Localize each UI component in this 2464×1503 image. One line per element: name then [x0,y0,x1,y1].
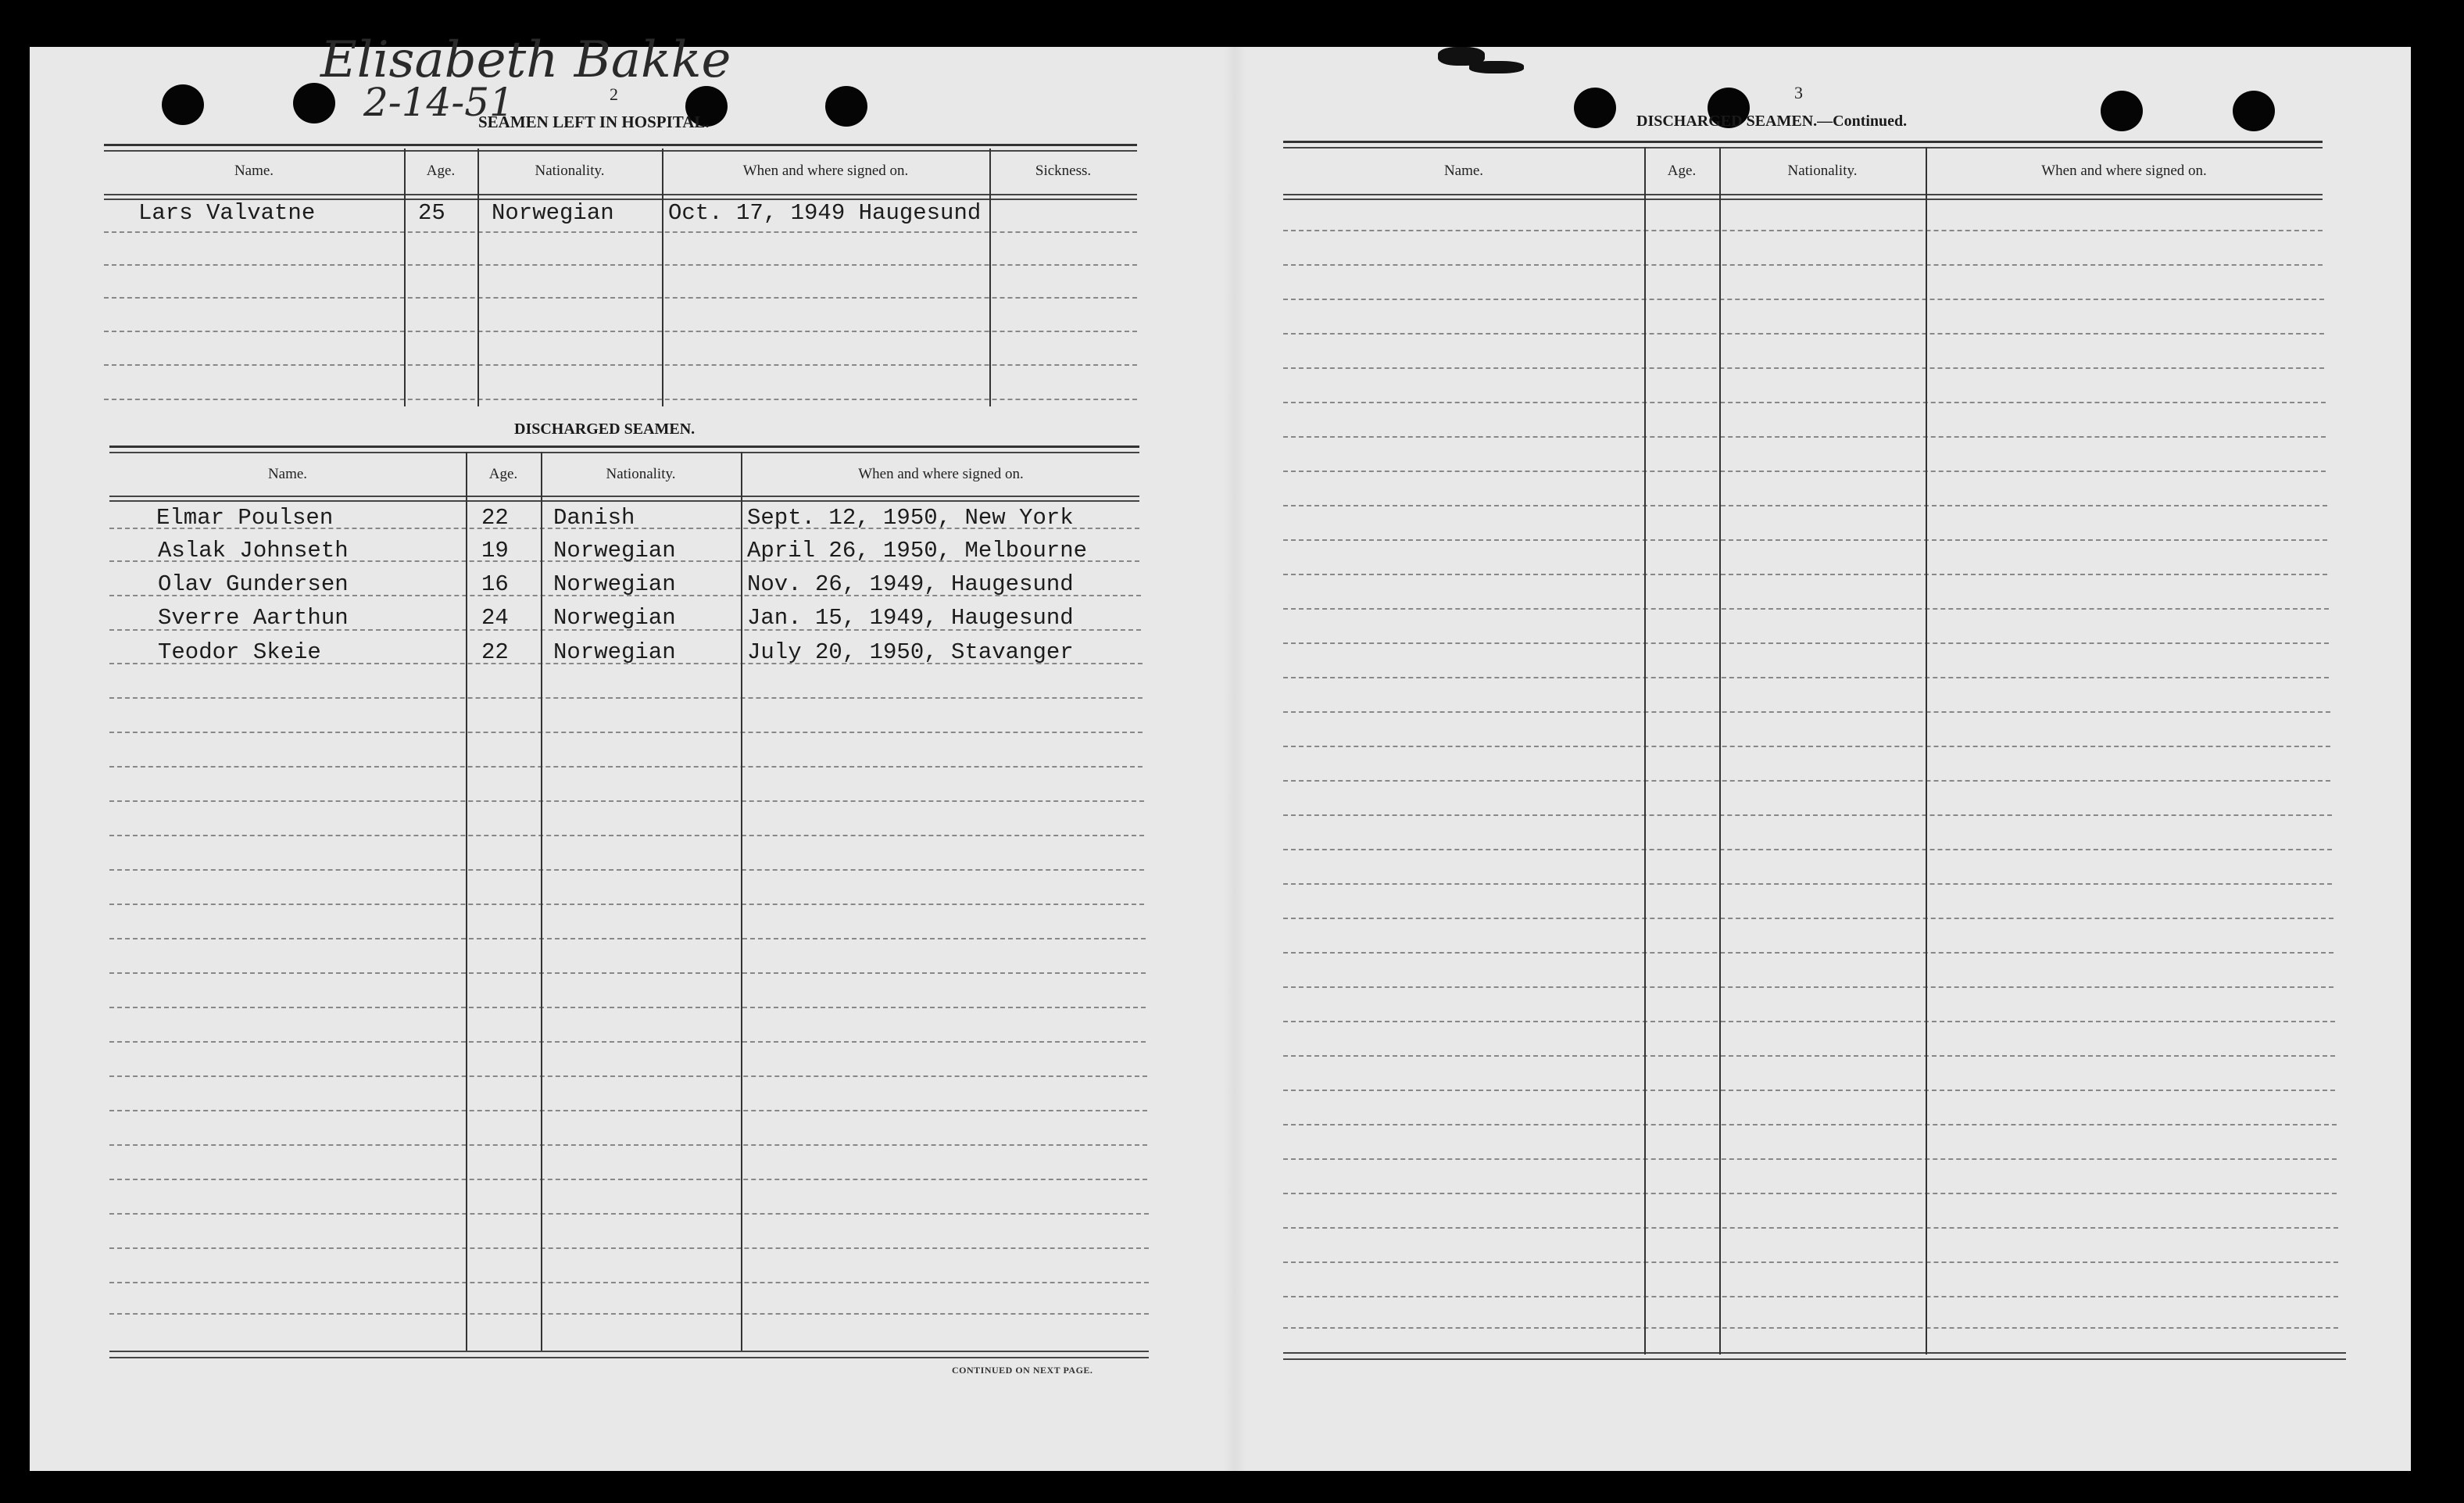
section-title-hospital: SEAMEN LEFT IN HOSPITAL. [478,113,710,131]
discharged-table [109,444,1149,1358]
punch-hole [2233,91,2275,131]
page-number: 2 [610,84,618,104]
discharged-row-nationality: Norwegian [553,639,676,665]
discharged-row-signed-on: Nov. 26, 1949, Haugesund [747,571,1074,597]
discharged-row-name: Olav Gundersen [158,571,349,597]
discharged-row-age: 24 [481,605,509,631]
page-fold [1224,47,1246,1471]
discharged-row-nationality: Norwegian [553,538,676,564]
header-sickness: Sickness. [1035,163,1092,179]
hospital-row-age: 25 [418,200,445,226]
discharged-row-nationality: Danish [553,505,635,531]
header-age: Age. [1667,163,1697,179]
punch-hole [2101,91,2143,131]
handwritten-name: Elisabeth Bakke [320,31,731,89]
header-nationality: Nationality. [1787,163,1858,179]
hospital-row-name: Lars Valvatne [138,200,316,226]
discharged-row-age: 22 [481,505,509,531]
discharged-row-signed-on: April 26, 1950, Melbourne [747,538,1088,564]
header-when-where: When and where signed on. [742,163,909,179]
header-nationality: Nationality. [535,163,605,179]
punch-hole [162,84,204,125]
header-name: Name. [267,466,308,482]
hospital-table [104,141,1137,406]
header-nationality: Nationality. [606,466,676,482]
discharged-row-nationality: Norwegian [553,605,676,631]
discharged-row-signed-on: Sept. 12, 1950, New York [747,505,1074,531]
header-when-where: When and where signed on. [2041,163,2207,179]
handwritten-date: 2-14-51 [363,80,514,125]
discharged-row-age: 22 [481,639,509,665]
continued-footnote: CONTINUED ON NEXT PAGE. [952,1365,1093,1376]
header-name: Name. [234,163,274,179]
discharged-row-signed-on: Jan. 15, 1949, Haugesund [747,605,1074,631]
discharged-row-name: Sverre Aarthun [158,605,349,631]
hospital-row-signed-on: Oct. 17, 1949 Haugesund [668,200,982,226]
discharged-row-age: 16 [481,571,509,597]
discharged-row-nationality: Norwegian [553,571,676,597]
discharged-row-name: Elmar Poulsen [156,505,334,531]
discharged-row-signed-on: July 20, 1950, Stavanger [747,639,1074,665]
header-name: Name. [1443,163,1484,179]
discharged-row-name: Teodor Skeie [158,639,321,665]
header-when-where: When and where signed on. [858,466,1024,482]
punch-hole [825,86,867,127]
section-title-discharged: DISCHARGED SEAMEN. [514,420,696,438]
discharged-row-name: Aslak Johnseth [158,538,349,564]
header-age: Age. [426,163,456,179]
section-title-discharged-continued: DISCHARGED SEAMEN.—Continued. [1636,113,1908,130]
punch-hole [1574,88,1616,128]
discharged-row-age: 19 [481,538,509,564]
discharged-continued-table [1283,139,2346,1366]
header-age: Age. [488,466,518,482]
page-number: 3 [1794,83,1803,102]
hospital-row-nationality: Norwegian [492,200,614,226]
ink-stain [1469,61,1524,73]
